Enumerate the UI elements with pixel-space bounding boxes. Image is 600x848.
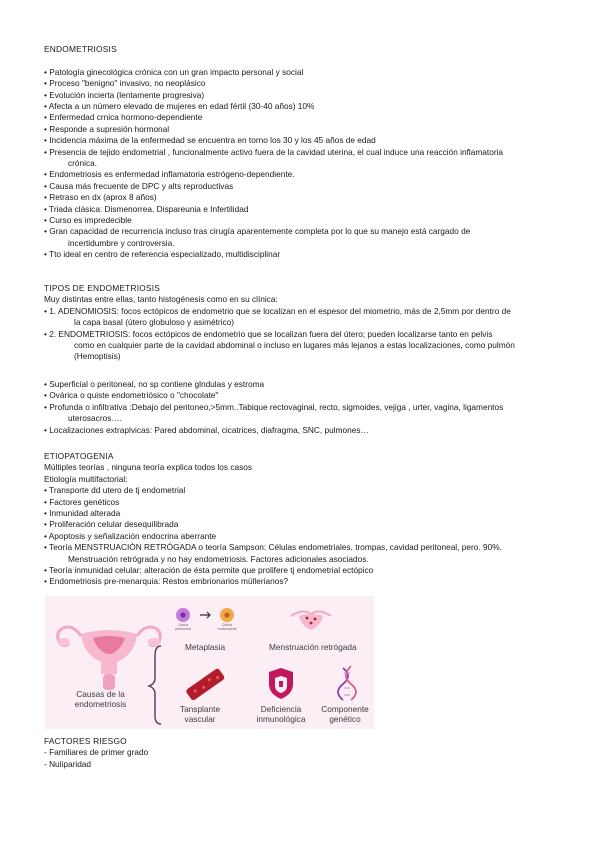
etio-item: • Teoría MENSTRUACIÓN RETRÓGADA o teoría Sampson: Células endometriales, trompas, cavidad peritoneal, pero. 90%. [44,542,502,553]
celula1-label: Célula peritoneal [175,623,191,631]
intro-item-cont: crónica. [68,158,98,169]
intro-item: • Incidencia máxima de la enfermedad se encuentra en torno los 30 y los 45 años de edad [44,135,376,146]
etio-section [44,451,564,588]
componente-label: Componente genético [321,704,369,724]
etio-item: • Teoría inmunidad celular: alteración de ésta permite que prolifere tj endometrial ectópico [44,565,374,576]
intro-section [44,44,564,261]
intro-item: • Responde a supresión hormonal [44,123,170,134]
intro-item: • Tto ideal en centro de referencia especializado, multidisciplinar [44,249,281,260]
intro-item: • Presencia de tejido endometrial , funcionalmente activo fuera de la cavidad uterina, el cual induce una reacción inflamatoria [44,146,504,157]
etio-title: ETIOPATOGENIA [44,451,114,461]
etio-subtitle: Múltiples teorías , ninguna teoría explica todos los casos [44,462,252,473]
loc-item-cont: uterosacros…. [68,413,122,424]
etio-item: • Inmunidad alterada [44,508,121,519]
etio-item: • Endometriosis pre-menarquia: Restos embrionarios müllerianos? [44,576,289,587]
intro-item: • Triada clásica: Dismenorrea, Dispareunia e Infertilidad [44,203,249,214]
intro-item: • Gran capacidad de recurrencia incluso tras cirugía aparentemente completa por lo que su manejo está cargado de [44,226,471,237]
intro-item: • Curso es impredecible [44,215,132,226]
riesgo-title: FACTORES RIESGO [44,736,127,746]
etio-item: • Transporte dd utero de tj endometrial [44,485,186,496]
localizaciones-section [44,379,564,436]
riesgo-item: - Familiares de primer grado [44,747,149,758]
cell-icon [176,608,234,622]
tipos-item-cont: como en cualquier parte de la cavidad abdominal o incluso en lugares más lejanos a estas localizaciones, como pulmón [74,340,515,351]
tipos-item: • 1. ADENOMIOSIS: focos ectópicos de endometrio que se localizan en el espesor del miometrio, más de 2,5mm por dentro de [44,305,511,316]
etio-item: • Factores genéticos [44,496,120,507]
menstruacion-label: Menstruación retrógada [269,642,357,652]
tipos-item: • 2. ENDOMETRIOSIS: focos ectópicos de endometrio que se localizan fuera del útero; pueden localizarse tanto en pelvis [44,328,493,339]
loc-item: • Profunda o infiltrativa :Debajo del peritoneo,>5mm..Tabique rectovaginal, recto, sigmoides, vejiga , urter, vagina, ligamentos [44,401,504,412]
tipos-section [44,283,564,363]
brace-icon [149,646,161,724]
tipos-subtitle: Muy distintas entre ellas, tanto histogénesis como en su clínica: [44,294,278,305]
loc-item: • Localizaciones extraplvicas: Pared abdominal, cicatrices, diafragma, SNC, pulmones… [44,424,369,435]
shield-icon [269,668,293,699]
tipos-item-cont: la capa basal (útero globuloso y asimétrico) [74,317,235,328]
doc-title: ENDOMETRIOSIS [44,44,117,54]
blood-vessel-icon [185,668,225,702]
loc-item: • Ovárica o quiste endometriósico o "chocolate" [44,390,219,401]
intro-item: • Proceso "benigno" invasivo, no neoplásico [44,78,206,89]
tipos-item-cont: (Hemoptisis) [74,351,121,362]
intro-item-cont: incertidumbre y controversia. [68,237,175,248]
intro-item: • Evolución incierta (lentamente progresiva) [44,89,205,100]
tipos-title: TIPOS DE ENDOMETRIOSIS [44,283,161,293]
dna-icon [338,666,356,700]
etio-item: • Apoptosis y señalización endocrina aberrante [44,530,217,541]
deficiencia-label: Deficiencia inmunológica [256,704,306,724]
intro-item: • Retraso en dx (aprox 8 años) [44,192,157,203]
intro-item: • Afecta a un número elevado de mujeres en edad fértil (30-40 años) 10% [44,101,315,112]
loc-item: • Superficial o peritoneal, no sp contiene glndulas y estroma [44,379,265,389]
intro-item: • Enfermedad crnica hormono-dependiente [44,112,203,123]
metaplasia-label: Metaplasia [185,642,226,652]
etio-item-cont: Menstruación retrógrada y no hay endometriosis. Factores adicionales asociados. [68,553,369,564]
celula2-label: Célula endometrial [217,623,237,631]
etio-item: • Proliferación celular desequilibrada [44,519,179,530]
intro-item: • Patología ginecológica crónica con un gran impacto personal y social [44,66,304,77]
etio-subtitle: Etiología multifactorial: [44,473,128,484]
riesgo-item: - Nuliparidad [44,758,92,769]
causes-figure [45,596,374,729]
transplante-label: Tansplante vascular [179,704,221,724]
uterus-icon [58,627,161,690]
intro-item: • Endometriosis es enfermedad inflamatoria estrógeno-dependiente. [44,169,295,180]
causas-label: Causas de la endometriosis [74,689,127,709]
intro-item: • Causa más frecuente de DPC y alts reproductivas [44,180,234,191]
menstruation-icon [291,611,331,630]
riesgo-section [44,736,564,770]
